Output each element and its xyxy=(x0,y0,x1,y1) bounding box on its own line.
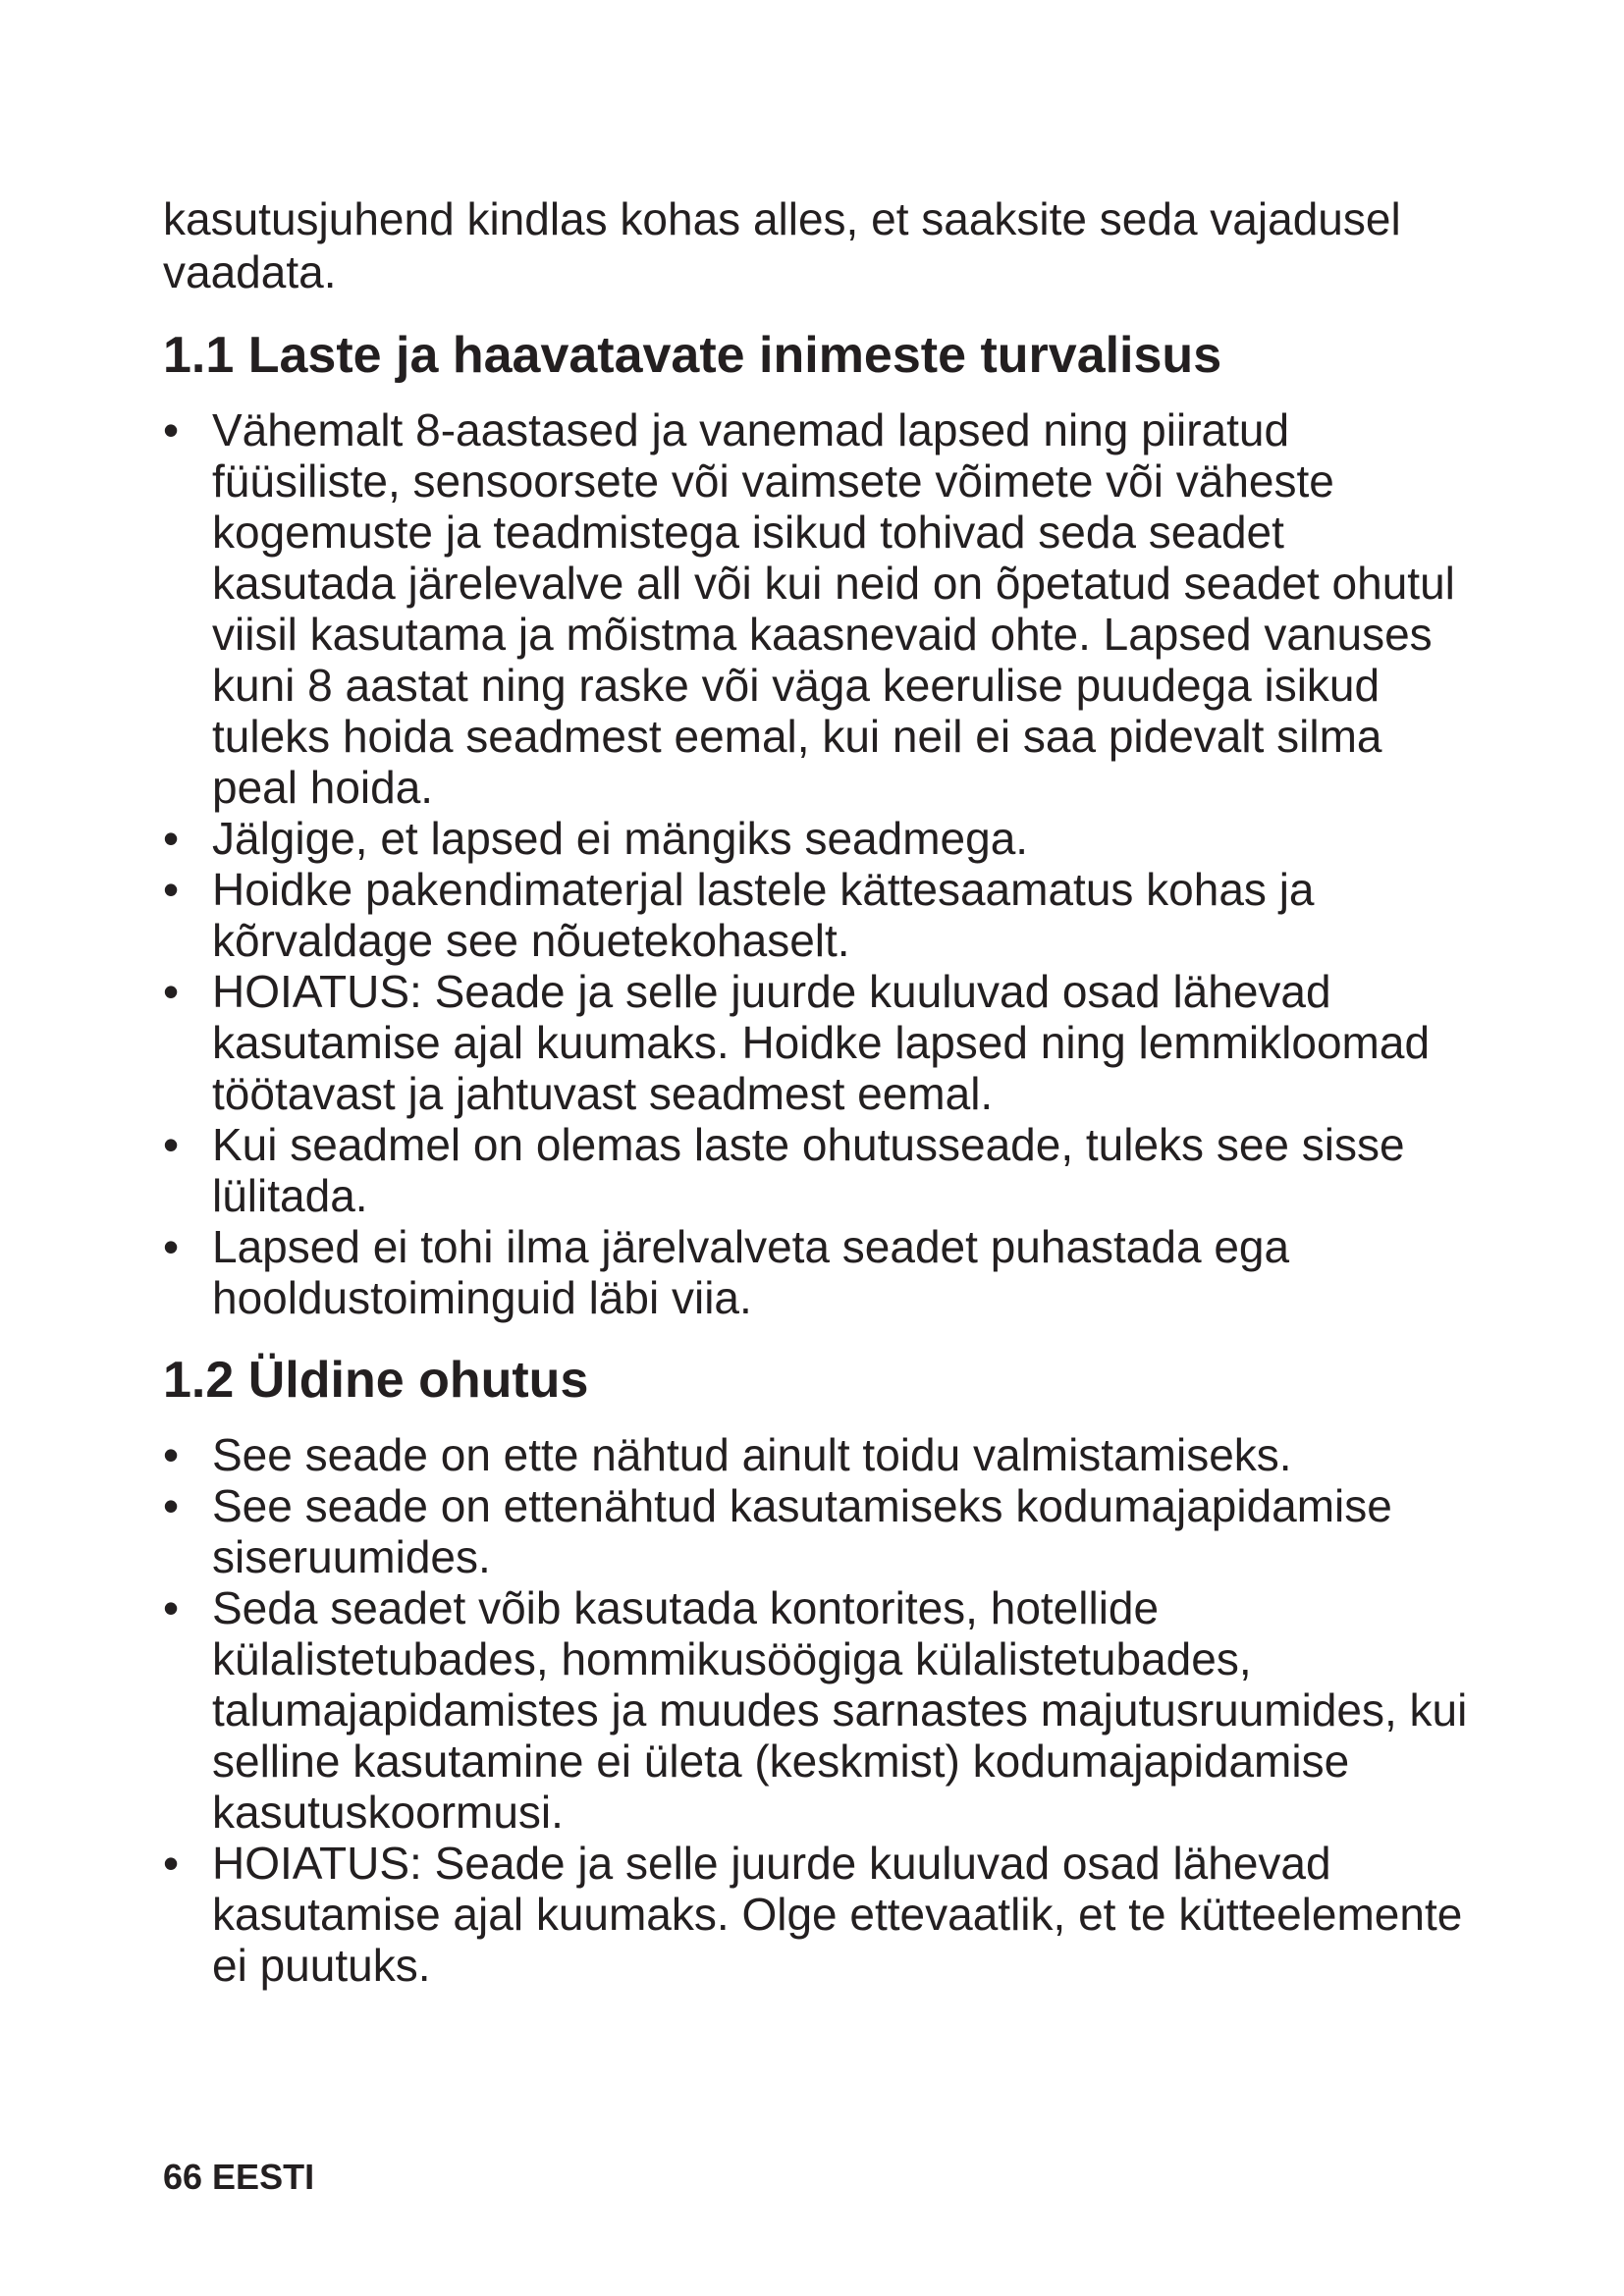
bullet-icon: • xyxy=(163,1480,180,1531)
list-item xyxy=(163,813,1479,864)
list-item xyxy=(163,404,1479,813)
bullet-icon: • xyxy=(163,966,180,1017)
list-item xyxy=(163,1838,1479,1991)
bullet-icon: • xyxy=(163,1119,180,1170)
bullet-icon: • xyxy=(163,1582,180,1633)
section-title-child-safety: 1.1 Laste ja haavatavate inimeste turvalisus xyxy=(163,327,1222,384)
section-title-general-safety: 1.2 Üldine ohutus xyxy=(163,1352,589,1409)
list-item xyxy=(163,864,1479,966)
list-item xyxy=(163,1119,1479,1221)
list-item-text: HOIATUS: Seade ja selle juurde kuuluvad osad lähevad kasutamise ajal kuumaks. Hoidke lapsed ning lemmikloomad töötavast ja jahtuvast seadmest eemal. xyxy=(212,966,1431,1119)
child-safety-list xyxy=(163,404,1479,1323)
list-item-text: Jälgige, et lapsed ei mängiks seadmega. xyxy=(212,813,1029,864)
list-item-text: Lapsed ei tohi ilma järelvalveta seadet puhastada ega hooldustoiminguid läbi viia. xyxy=(212,1221,1290,1323)
list-item-text: Seda seadet võib kasutada kontorites, hotellide külalistetubades, hommikusöögiga külalistetubades, talumajapidamistes ja muudes sarnastes majutusruumides, kui selline kasutamine ei ületa (keskmist) kodumajapidamise kasutuskoormusi. xyxy=(212,1582,1468,1838)
page-content xyxy=(163,192,1479,1991)
bullet-icon: • xyxy=(163,1221,180,1272)
list-item xyxy=(163,1480,1479,1582)
bullet-icon: • xyxy=(163,864,180,915)
list-item-text: HOIATUS: Seade ja selle juurde kuuluvad osad lähevad kasutamise ajal kuumaks. Olge ettevaatlik, et te kütteelemente ei puutuks. xyxy=(212,1838,1463,1991)
list-item xyxy=(163,966,1479,1119)
general-safety-list xyxy=(163,1429,1479,1991)
page-footer: 66 EESTI xyxy=(163,2157,315,2197)
list-item-text: See seade on ette nähtud ainult toidu valmistamiseks. xyxy=(212,1429,1292,1480)
intro-paragraph: kasutusjuhend kindlas kohas alles, et saaksite seda vajadusel vaadata. xyxy=(163,193,1401,297)
list-item-text: Vähemalt 8-aastased ja vanemad lapsed ning piiratud füüsiliste, sensoorsete või vaimsete võimete või väheste kogemuste ja teadmistega isikud tohivad seda seadet kasutada järelevalve all või kui neid on õpetatud seadet ohutul viisil kasutama ja mõistma kaasnevaid ohte. Lapsed vanuses kuni 8 aastat ning raske või väga keerulise puudega isikud tuleks hoida seadmest eemal, kui neil ei saa pidevalt silma peal hoida. xyxy=(212,404,1455,813)
list-item xyxy=(163,1221,1479,1323)
bullet-icon: • xyxy=(163,404,180,455)
list-item-text: Kui seadmel on olemas laste ohutusseade, tuleks see sisse lülitada. xyxy=(212,1119,1405,1221)
bullet-icon: • xyxy=(163,1429,180,1480)
list-item-text: Hoidke pakendimaterjal lastele kättesaamatus kohas ja kõrvaldage see nõuetekohaselt. xyxy=(212,864,1315,966)
bullet-icon: • xyxy=(163,1838,180,1889)
list-item xyxy=(163,1429,1479,1480)
list-item-text: See seade on ettenähtud kasutamiseks kodumajapidamise siseruumides. xyxy=(212,1480,1392,1582)
list-item xyxy=(163,1582,1479,1838)
bullet-icon: • xyxy=(163,813,180,864)
